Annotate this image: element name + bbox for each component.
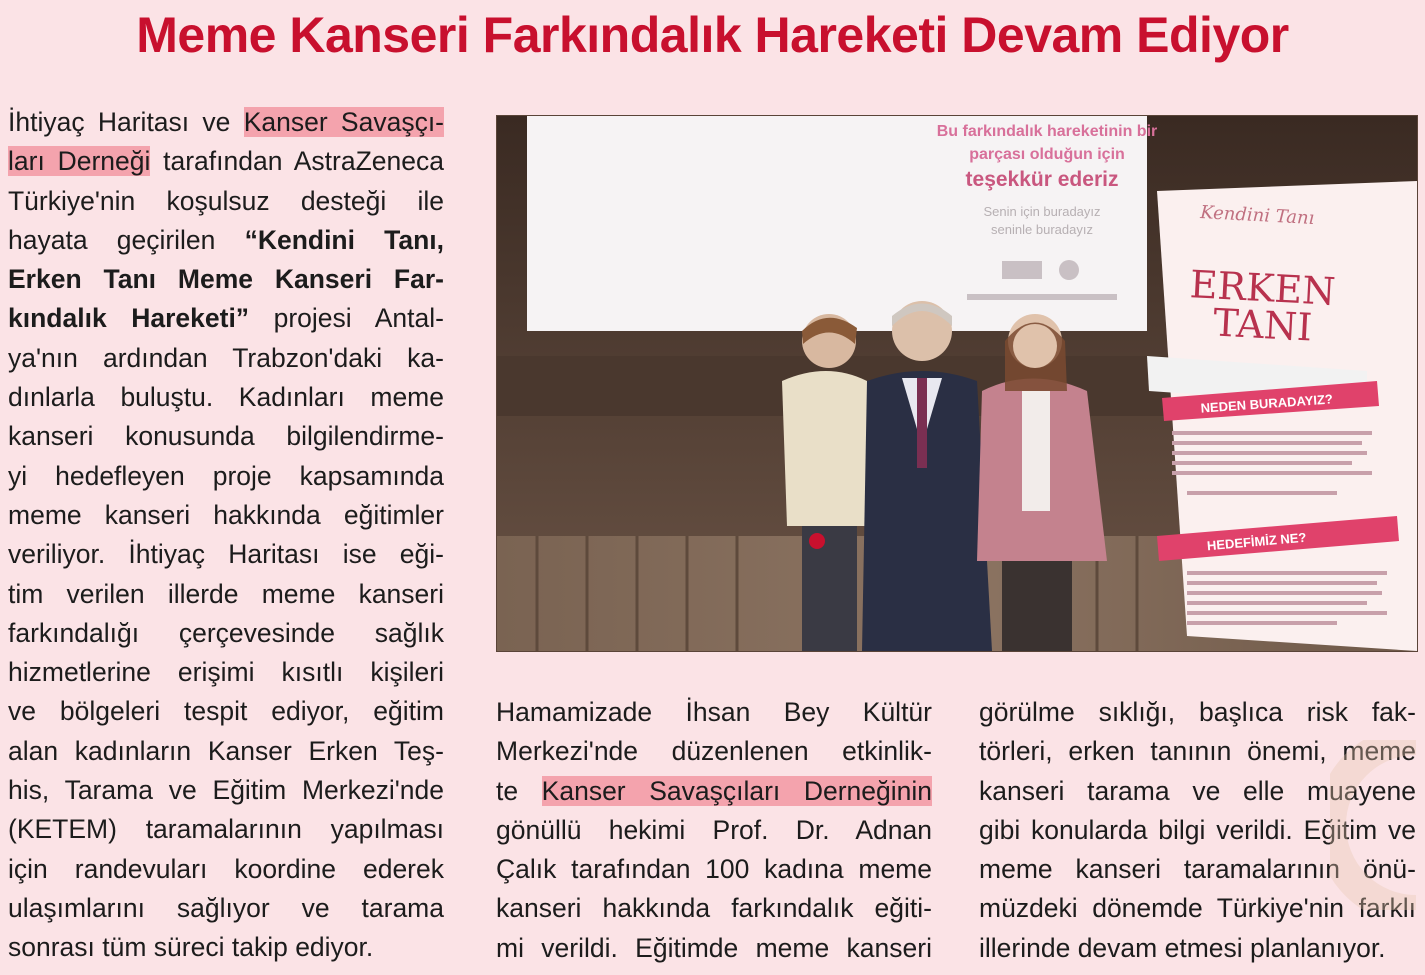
text-line: farkındalığı çerçevesinde sağlık (8, 617, 444, 648)
text-line: ları Derneği tarafından AstraZeneca (8, 146, 444, 177)
text-line: illerinde devam etmesi planlanıyor. (979, 932, 1386, 963)
text-line: kanseri konusunda bilgilendirme- (8, 421, 444, 452)
text-line: müzdeki dönemde Türkiye'nin farklı (979, 893, 1416, 924)
headline: Meme Kanseri Farkındalık Hareketi Devam Ediyor (136, 7, 1289, 63)
event-photo (496, 115, 1418, 652)
project-name-bold: “Kendini Tanı, (244, 224, 444, 255)
text-line: his, Tarama ve Eğitim Merkezi'nde (8, 775, 444, 806)
highlight-org-name: Kanser Savaşçı- (243, 107, 445, 137)
text-line: gibi konularda bilgi verildi. Eğitim ve (979, 814, 1416, 845)
highlight-org-name: ları Derneği (8, 146, 151, 177)
text-line: hayata geçirilen “Kendini Tanı, (8, 224, 444, 255)
text-line: sonrası tüm süreci takip ediyor. (8, 932, 374, 963)
text-line: te Kanser Savaşçıları Derneğinin (496, 775, 932, 806)
text-line: kanseri tarama ve elle muayene (979, 775, 1416, 806)
screen-text: Bu farkındalık hareketinin bir (936, 123, 1158, 140)
text-line: (KETEM) taramalarının yapılması (8, 814, 444, 845)
text-line: yi hedefleyen proje kapsamında (8, 460, 444, 491)
banner-question: NEDEN BURADAYIZ? (1200, 391, 1334, 416)
article-column-2 (496, 693, 932, 968)
roll-up-banner (1147, 181, 1417, 651)
text-line: tim verilen illerde meme kanseri (8, 578, 444, 609)
banner-tani: TANI (1212, 300, 1314, 350)
text-line: veriliyor. İhtiyaç Haritası ise eği- (8, 539, 444, 570)
project-name-bold: kındalık Hareketi” (8, 303, 250, 334)
text-line: törleri, erken tanının önemi, meme (979, 736, 1416, 767)
text-line: Hamamizade İhsan Bey Kültür (496, 697, 932, 727)
text-line: kanseri hakkında farkındalık eğiti- (496, 893, 932, 924)
screen-text: seninle buradayız (991, 222, 1093, 237)
text-line: dınlarla buluştu. Kadınları meme (8, 382, 444, 413)
text-line: mi verildi. Eğitimde meme kanseri (496, 932, 932, 963)
project-name-bold: Erken Tanı Meme Kanseri Far- (8, 264, 444, 295)
event-photo-illustration (497, 116, 1417, 651)
text-line: kındalık Hareketi” projesi Antal- (8, 303, 444, 334)
text-line: İhtiyaç Haritası ve Kanser Savaşçı- (8, 107, 445, 137)
banner-script: Kendini Tanı (1199, 202, 1315, 229)
watermark-arc-icon (1330, 740, 1416, 910)
text-line: için randevuları koordine ederek (8, 853, 444, 884)
text-line: ulaşımlarını sağlıyor ve tarama (8, 892, 444, 923)
text-line: meme kanseri hakkında eğitimler (8, 499, 444, 530)
text-line: Çalık tarafından 100 kadına meme (496, 854, 932, 885)
text-line: gönüllü hekimi Prof. Dr. Adnan (496, 814, 932, 845)
text-line: hizmetlerine erişimi kısıtlı kişileri (8, 657, 444, 688)
screen-text: Senin için buradayız (983, 204, 1101, 219)
text-line: alan kadınların Kanser Erken Teş- (8, 735, 444, 766)
text-line: görülme sıklığı, başlıca risk fak- (979, 697, 1416, 727)
banner-erken: ERKEN (1188, 262, 1337, 314)
text-line: meme kanseri taramalarının önü- (979, 854, 1416, 885)
screen-text: parçası olduğun için (969, 146, 1125, 163)
screen-text: teşekkür ederiz (965, 168, 1119, 191)
article-column-1 (8, 103, 444, 968)
text-line: Merkezi'nde düzenlenen etkinlik- (496, 736, 932, 767)
text-line: Türkiye'nin koşulsuz desteği ile (8, 185, 444, 216)
text-line: ve bölgeleri tespit ediyor, eğitim (8, 696, 444, 727)
highlight-org-name: Kanser Savaşçıları Derneğinin (541, 775, 932, 806)
banner-question: HEDEFİMİZ NE? (1206, 529, 1307, 554)
text-line: ya'nın ardından Trabzon'daki ka- (8, 342, 444, 373)
